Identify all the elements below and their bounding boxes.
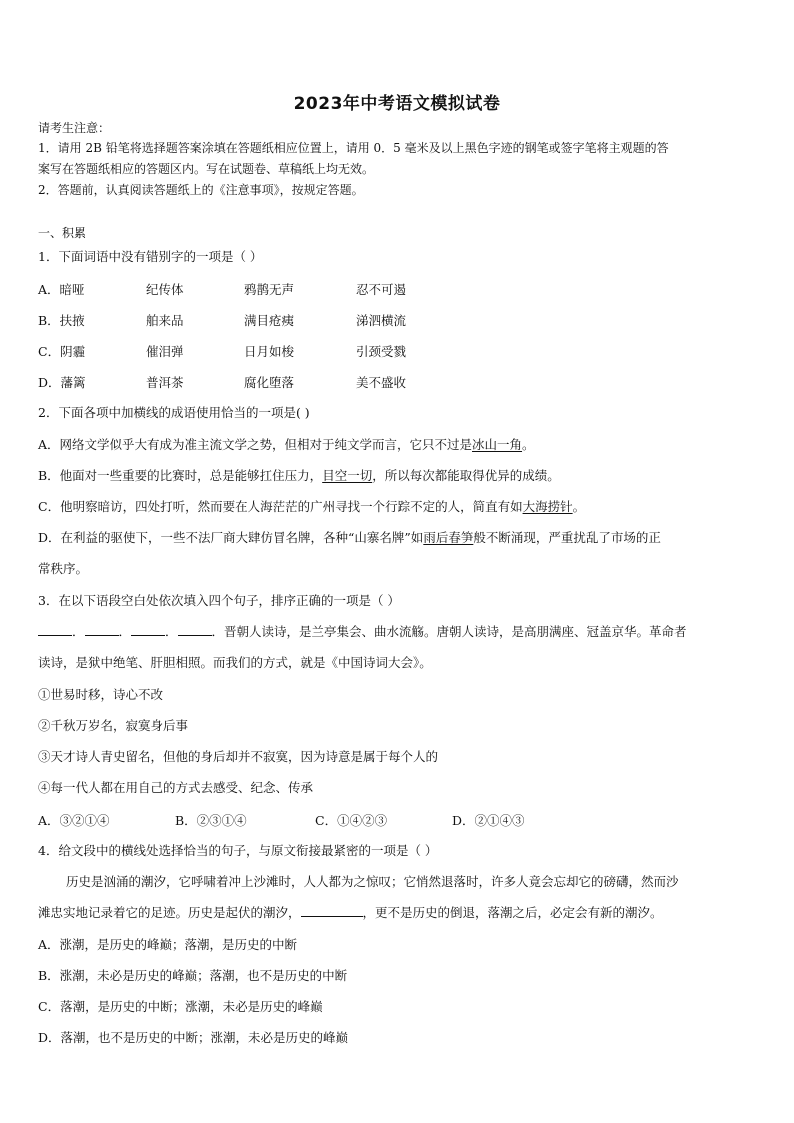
underlined-idiom: 大海捞针 <box>522 499 573 514</box>
option-c-word-4: 引颈受戮 <box>356 344 407 359</box>
option-b-word-1: B．扶掖 <box>38 313 85 328</box>
question-2-option-d <box>38 529 661 547</box>
question-3-sentence-2: ②千秋万岁名，寂寞身后事 <box>38 718 189 733</box>
question-4-option-a: A．涨潮，是历史的峰巅；落潮，是历史的中断 <box>38 937 298 952</box>
option-text: 。 <box>522 437 535 452</box>
option-text: ，所以每次都能取得优异的成绩。 <box>372 468 560 483</box>
answer-blank <box>85 623 119 636</box>
option-a-word-3: 鸦鹊无声 <box>244 282 295 297</box>
notice-item-1-line-1: 1．请用 2B 铅笔将选择题答案涂填在答题纸相应位置上，请用 0．5 毫米及以上黑色字迹的钢笔或签字笔将主观题的答 <box>38 141 669 155</box>
option-b-word-2: 舶来品 <box>146 313 184 328</box>
question-3-stem: 3．在以下语段空白处依次填入四个句子，排序正确的一项是（ ） <box>38 593 400 608</box>
option-a-word-1: A．暗哑 <box>38 282 85 297</box>
question-2-option-a <box>38 436 535 454</box>
question-3-option-b: B．②③①④ <box>175 813 247 828</box>
underlined-idiom: 冰山一角 <box>472 437 523 452</box>
option-c-word-2: 催泪弹 <box>146 344 184 359</box>
question-3-option-c: C．①④②③ <box>315 813 388 828</box>
option-text: 般不断涌现，严重扰乱了市场的正 <box>473 530 661 545</box>
question-2-option-b <box>38 467 560 485</box>
question-2-stem: 2．下面各项中加横线的成语使用恰当的一项是( ) <box>38 405 310 420</box>
question-2-option-c <box>38 498 585 516</box>
answer-blank <box>131 623 165 636</box>
option-d-word-2: 普洱茶 <box>146 375 184 390</box>
question-3-sentence-4: ④每一代人都在用自己的方式去感受、纪念、传承 <box>38 780 314 795</box>
option-text: A．网络文学似乎大有成为准主流文学之势，但相对于纯文学而言，它只不过是 <box>38 437 473 452</box>
question-4-passage-line-2 <box>38 904 663 922</box>
option-b-word-4: 涕泗横流 <box>356 313 407 328</box>
question-4-option-d: D．落潮，也不是历史的中断；涨潮，未必是历史的峰巅 <box>38 1030 349 1045</box>
underlined-idiom: 雨后春笋 <box>423 530 474 545</box>
question-1-stem: 1．下面词语中没有错别字的一项是（ ） <box>38 249 263 264</box>
passage-text: ，更不是历史的倒退，落潮之后，必定会有新的潮汐。 <box>362 905 663 920</box>
notice-item-2: 2．答题前，认真阅读答题纸上的《注意事项》，按规定答题。 <box>38 183 364 197</box>
underlined-idiom: 目空一切 <box>322 468 373 483</box>
passage-text: ．晋朝人读诗，是兰亭集会、曲水流觞。唐朝人读诗，是高朋满座、冠盖京华。革命者 <box>211 624 687 639</box>
answer-blank <box>38 623 72 636</box>
question-4-option-b: B．涨潮，未必是历史的峰巅；落潮，也不是历史的中断 <box>38 968 348 983</box>
question-3-passage-line-2: 读诗，是狱中绝笔、肝胆相照。而我们的方式，就是《中国诗词大会》。 <box>38 655 432 670</box>
option-a-word-4: 忍不可遏 <box>356 282 407 297</box>
option-c-word-3: 日月如梭 <box>244 344 295 359</box>
question-3-sentence-3: ③天才诗人青史留名，但他的身后却并不寂寞，因为诗意是属于每个人的 <box>38 749 439 764</box>
notice-heading: 请考生注意： <box>38 121 111 135</box>
section-heading: 一、积累 <box>38 226 87 240</box>
passage-text: 滩忠实地记录着它的足迹。历史是起伏的潮汐， <box>38 905 301 920</box>
option-text: D．在利益的驱使下，一些不法厂商大肆仿冒名牌，各种“山寨名牌”如 <box>38 530 424 545</box>
question-3-passage-line-1: ． ． ． ．晋朝人读诗，是兰亭集会、曲水流觞。唐朝人读诗，是高朋满座、冠盖京华。革命者 <box>38 623 687 641</box>
notice-item-1-line-2: 案写在答题纸相应的答题区内。写在试题卷、草稿纸上均无效。 <box>38 162 375 176</box>
option-d-word-1: D．藩篱 <box>38 375 86 390</box>
option-d-word-4: 美不盛收 <box>356 375 407 390</box>
answer-blank <box>178 623 212 636</box>
option-text: 。 <box>572 499 586 514</box>
answer-blank <box>301 904 363 917</box>
question-3-sentence-1: ①世易时移，诗心不改 <box>38 687 164 702</box>
question-4-passage-line-1: 历史是汹涌的潮汐，它呼啸着冲上沙滩时，人人都为之惊叹；它悄然退落时，许多人竟会忘却它的磅礴，然而沙 <box>66 874 679 889</box>
option-text: B．他面对一些重要的比赛时，总是能够扛住压力， <box>38 468 323 483</box>
question-4-stem: 4．给文段中的横线处选择恰当的句子，与原文衔接最紧密的一项是（ ） <box>38 843 438 858</box>
question-3-option-a: A．③②①④ <box>38 813 110 828</box>
question-4-option-c: C．落潮，是历史的中断；涨潮，未必是历史的峰巅 <box>38 999 323 1014</box>
option-d-word-3: 腐化堕落 <box>244 375 295 390</box>
option-c-word-1: C．阴霾 <box>38 344 86 359</box>
option-a-word-2: 纪传体 <box>146 282 184 297</box>
option-text: C．他明察暗访，四处打听，然而要在人海茫茫的广州寻找一个行踪不定的人，简直有如 <box>38 499 523 514</box>
question-3-option-d: D．②①④③ <box>452 813 525 828</box>
option-b-word-3: 满目疮痍 <box>244 313 295 328</box>
page-title: 2023年中考语文模拟试卷 <box>293 94 501 114</box>
question-2-option-d-line-2: 常秩序。 <box>38 561 89 576</box>
